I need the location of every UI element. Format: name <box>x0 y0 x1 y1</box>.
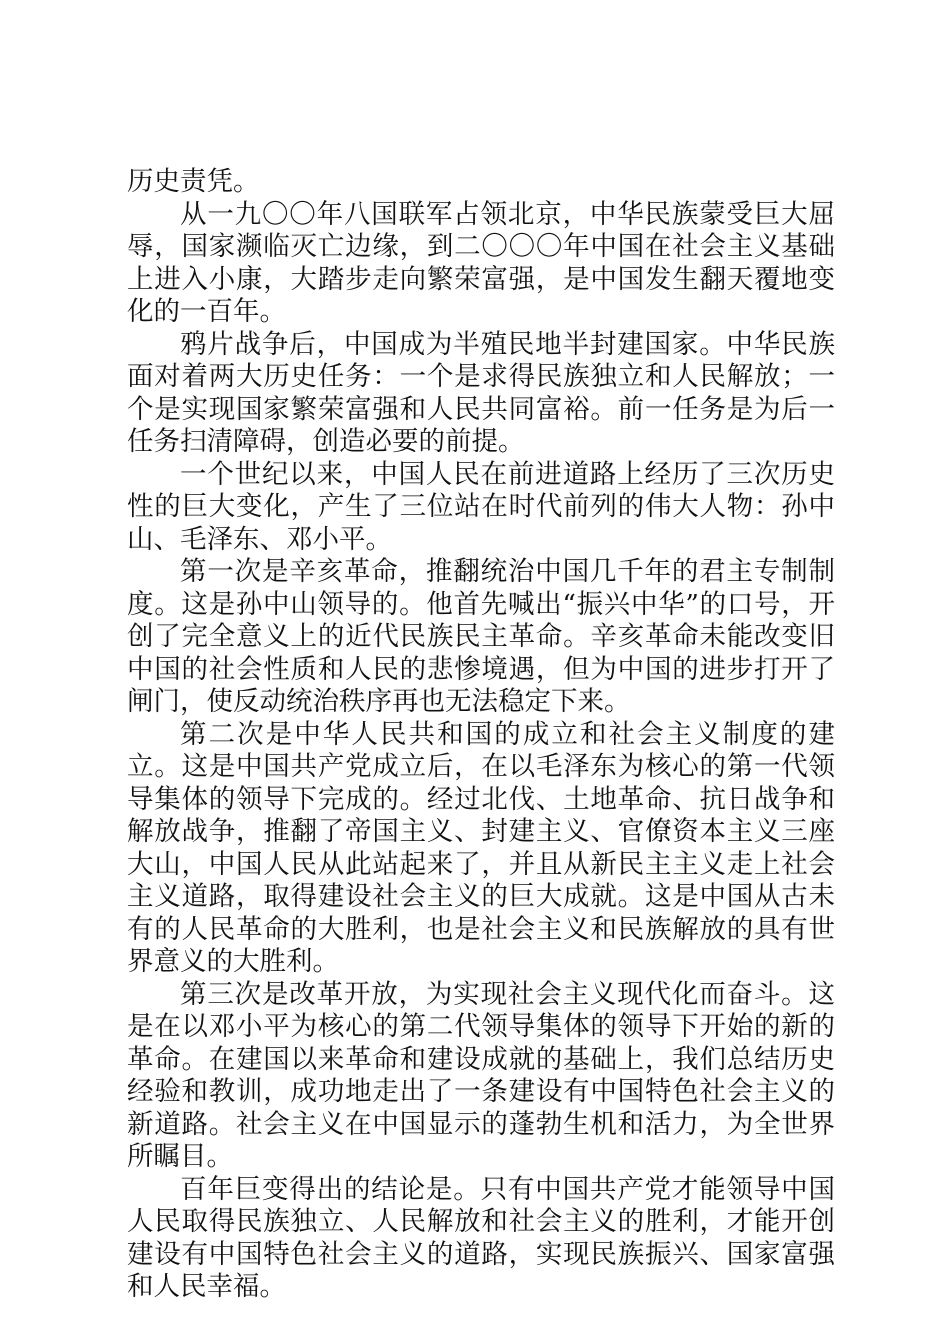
paragraph-three-changes: 一个世纪以来，中国人民在前进道路上经历了三次历史性的巨大变化，产生了三位站在时代前列的伟大人物：孙中山、毛泽东、邓小平。 <box>127 458 835 555</box>
paragraph-first-change: 第一次是辛亥革命，推翻统治中国几千年的君主专制制度。这是孙中山领导的。他首先喊出“振兴中华”的口号，开创了完全意义上的近代民族民主革命。辛亥革命未能改变旧中国的社会性质和人民的悲惨境遇，但为中国的进步打开了闸门，使反动统治秩序再也无法稳定下来。 <box>127 556 835 717</box>
paragraph-opium-war: 鸦片战争后，中国成为半殖民地半封建国家。中华民族面对着两大历史任务：一个是求得民族独立和人民解放；一个是实现国家繁荣富强和人民共同富裕。前一任务是为后一任务扫清障碍，创造必要的前提。 <box>127 328 835 457</box>
paragraph-1900-2000: 从一九〇〇年八国联军占领北京，中华民族蒙受巨大屈辱，国家濒临灭亡边缘，到二〇〇〇年中国在社会主义基础上进入小康，大踏步走向繁荣富强，是中国发生翻天覆地变化的一百年。 <box>127 198 835 327</box>
paragraph-conclusion: 百年巨变得出的结论是。只有中国共产党才能领导中国人民取得民族独立、人民解放和社会主义的胜利，才能开创建设有中国特色社会主义的道路，实现民族振兴、国家富强和人民幸福。 <box>127 1173 835 1302</box>
paragraph-continuation: 历史责凭。 <box>127 166 260 197</box>
paragraph-third-change: 第三次是改革开放，为实现社会主义现代化而奋斗。这是在以邓小平为核心的第二代领导集体的领导下开始的新的革命。在建国以来革命和建设成就的基础上，我们总结历史经验和教训，成功地走出了一条建设有中国特色社会主义的新道路。社会主义在中国显示的蓬勃生机和活力，为全世界所瞩目。 <box>127 978 835 1172</box>
paragraph-second-change: 第二次是中华人民共和国的成立和社会主义制度的建立。这是中国共产党成立后，在以毛泽东为核心的第一代领导集体的领导下完成的。经过北伐、土地革命、抗日战争和解放战争，推翻了帝国主义、封建主义、官僚资本主义三座大山，中国人民从此站起来了，并且从新民主主义走上社会主义道路，取得建设社会主义的巨大成就。这是中国从古未有的人民革命的大胜利，也是社会主义和民族解放的具有世界意义的大胜利。 <box>127 718 835 977</box>
document-body <box>127 166 835 1304</box>
